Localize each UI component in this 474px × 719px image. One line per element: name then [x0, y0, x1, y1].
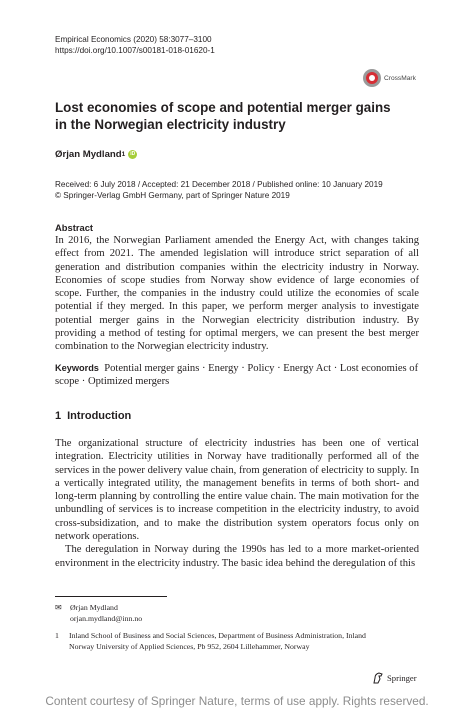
author-line	[55, 149, 137, 160]
journal-citation: Empirical Economics (2020) 58:3077–3100	[55, 35, 212, 44]
affiliation-footnote	[55, 631, 419, 652]
contact-name: Ørjan Mydland	[70, 603, 118, 612]
keywords-block	[55, 362, 419, 388]
title-line-1: Lost economies of scope and potential merger gains	[55, 100, 391, 115]
publisher-name: Springer	[387, 673, 417, 683]
journal-header	[55, 34, 215, 56]
publication-history: Received: 6 July 2018 / Accepted: 21 December 2018 / Published online: 10 January 2019	[55, 180, 383, 189]
abstract-heading: Abstract	[55, 222, 94, 233]
paper-title	[55, 99, 435, 133]
section-number: 1	[55, 410, 62, 422]
intro-paragraph-1: The organizational structure of electricity industries has been one of vertical integration. Electricity utilities in Norway have traditionally performed all of the services in the power delivery value chain, from generation of electricity to supply. In a vertically integrated utility, the management benefits in terms of both short- and long-term planning by controlling the entire value chain. The main motivation for the unbundling of services is to increase competition in the electricity industry, to avoid cross-subsidization, and to make the distribution system operators focus only on network operations.	[55, 438, 419, 543]
section-heading	[55, 410, 131, 422]
article-dates	[55, 179, 383, 201]
crossmark-badge[interactable]	[363, 69, 416, 87]
footnote-divider	[55, 596, 167, 597]
crossmark-label: CrossMark	[384, 74, 416, 82]
section-title: Introduction	[67, 410, 132, 422]
abstract-text: In 2016, the Norwegian Parliament amended the Energy Act, with changes taking effect from 2021. The amended legislation will introduce strict separation of all generation and distribution companies within the electricity industry in Norway. Economies of scope studies from Norway show evidence of large economies of scope. Further, the companies in the industry could utilize the economies of scale potential if they merged. In this paper, we perform merger analysis to investigate potential merger gains in the Norwegian electricity distribution industry. By providing a method of testing for optimal mergers, we can present the best merger combination to the Norwegian electricity industry.	[55, 235, 419, 353]
keywords-list: Potential merger gains · Energy · Policy · Energy Act · Lost economies of scope · Optimized mergers	[55, 363, 419, 387]
contact-email[interactable]: orjan.mydland@inn.no	[70, 613, 143, 623]
affiliation-line-2: Norway University of Applied Sciences, Pb 952, 2604 Lillehammer, Norway	[69, 641, 310, 651]
copyright-notice: © Springer-Verlag GmbH Germany, part of Springer Nature 2019	[55, 191, 290, 200]
title-line-2: in the Norwegian electricity industry	[55, 117, 286, 132]
springer-horse-icon	[372, 672, 384, 684]
crossmark-icon	[363, 69, 381, 87]
corresponding-author	[55, 603, 142, 624]
section-body	[55, 437, 419, 570]
affiliation-line-1: Inland School of Business and Social Sciences, Department of Business Administration, Inland	[69, 631, 366, 640]
doi-link[interactable]: https://doi.org/10.1007/s00181-018-01620-1	[55, 46, 215, 55]
keywords-heading: Keywords	[55, 363, 99, 373]
envelope-icon: ✉	[55, 603, 62, 612]
intro-paragraph-2: The deregulation in Norway during the 1990s has led to a more market-oriented environment in the electricity industry. The basic idea behind the deregulation of this	[55, 544, 419, 569]
author-affil-marker: 1	[121, 151, 126, 158]
orcid-icon[interactable]: iD	[130, 151, 136, 157]
springer-logo	[372, 672, 417, 684]
author-name[interactable]: Ørjan Mydland	[55, 149, 122, 160]
affiliation-number: 1	[55, 631, 59, 640]
courtesy-watermark: Content courtesy of Springer Nature, terms of use apply. Rights reserved.	[45, 694, 429, 708]
